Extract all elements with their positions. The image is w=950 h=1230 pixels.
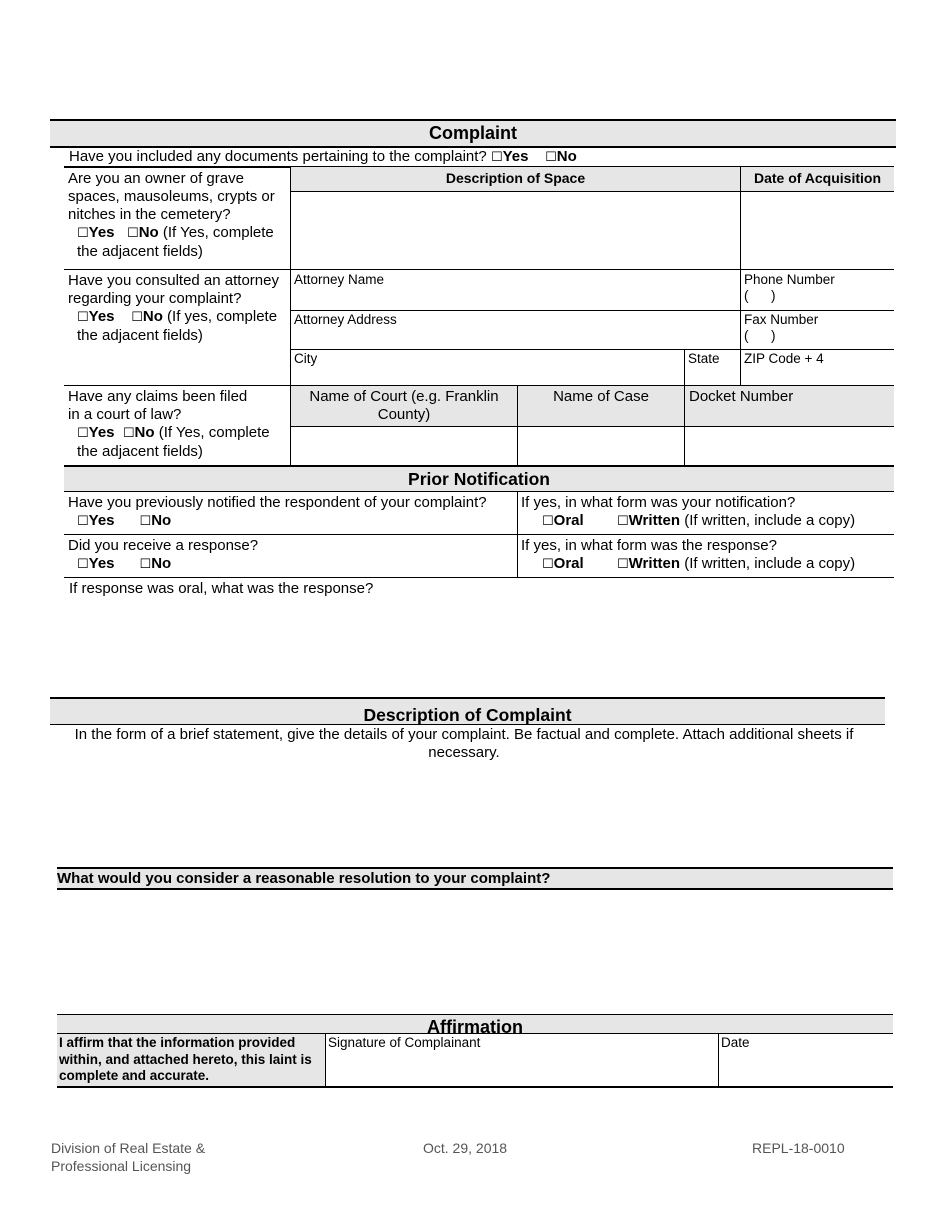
complaint-section-title: Complaint xyxy=(50,121,896,146)
documents-yes-option[interactable] xyxy=(491,148,529,167)
owner-no-option[interactable] xyxy=(127,224,159,243)
checkbox-icon[interactable]: ☐ xyxy=(131,310,143,325)
no-label: No xyxy=(151,512,172,529)
checkbox-icon[interactable]: ☐ xyxy=(77,514,89,529)
name-of-court-field[interactable] xyxy=(292,427,517,465)
attorney-name-label: Attorney Name xyxy=(294,272,385,287)
state-divider xyxy=(684,349,685,385)
owner-yes-option[interactable] xyxy=(77,224,115,243)
footer-date: Oct. 29, 2018 xyxy=(423,1140,508,1156)
phone-number-label xyxy=(744,272,835,304)
yes-label: Yes xyxy=(88,512,115,529)
resolution-question: What would you consider a reasonable resolution to your complaint? xyxy=(57,869,893,888)
yes-label: Yes xyxy=(502,148,529,165)
notification-form-question: If yes, in what form was your notification? xyxy=(521,494,796,511)
date-label: Date xyxy=(721,1035,750,1050)
fax-number-label xyxy=(744,312,818,344)
resolution-bottom-rule xyxy=(57,888,893,890)
response-no-option[interactable] xyxy=(140,555,172,574)
prior-row-rule xyxy=(64,534,894,535)
city-field[interactable] xyxy=(292,350,684,384)
zip-code-label: ZIP Code + 4 xyxy=(744,351,824,366)
checkbox-icon[interactable]: ☐ xyxy=(139,514,152,529)
name-of-court-header: Name of Court (e.g. Franklin County) xyxy=(291,386,517,426)
response-oral-option[interactable] xyxy=(542,555,584,574)
owner-question-block xyxy=(68,170,286,261)
fax-area-code: ( ) xyxy=(744,328,776,343)
date-field[interactable] xyxy=(719,1052,893,1086)
claims-yes-option[interactable] xyxy=(77,424,115,443)
checkbox-icon[interactable]: ☐ xyxy=(617,557,629,572)
notification-oral-option[interactable] xyxy=(542,512,584,531)
attorney-yes-option[interactable] xyxy=(77,308,115,327)
court-case-divider xyxy=(517,386,518,466)
affirmation-bottom-rule xyxy=(57,1086,893,1088)
notified-yes-option[interactable] xyxy=(77,512,115,531)
attorney-address-field[interactable] xyxy=(292,311,739,349)
written-note: (If written, include a copy) xyxy=(684,555,856,572)
oral-response-field[interactable] xyxy=(64,600,894,690)
signature-label: Signature of Complainant xyxy=(328,1035,481,1050)
attorney-question: Have you consulted an attorney regarding your complaint? xyxy=(68,272,279,307)
no-label: No xyxy=(142,308,163,325)
date-of-acquisition-field[interactable] xyxy=(742,192,893,268)
resolution-field[interactable] xyxy=(57,892,893,1007)
affirmation-title: Affirmation xyxy=(57,1015,893,1034)
description-field[interactable] xyxy=(64,765,894,863)
attorney-question-block xyxy=(68,272,286,345)
signature-field[interactable] xyxy=(326,1052,717,1086)
attorney-no-option[interactable] xyxy=(131,308,163,327)
yes-label: Yes xyxy=(88,308,115,325)
name-of-case-field[interactable] xyxy=(518,427,684,465)
yes-label: Yes xyxy=(88,424,115,441)
checkbox-icon[interactable]: ☐ xyxy=(617,514,629,529)
description-instructions: In the form of a brief statement, give the details of your complaint. Be factual and complete. Attach additional sheets if necessary. xyxy=(74,726,854,761)
footer-agency: Division of Real Estate & Professional Licensing xyxy=(51,1140,206,1174)
checkbox-icon[interactable]: ☐ xyxy=(139,557,152,572)
oral-response-question: If response was oral, what was the response? xyxy=(69,580,374,597)
response-written-option[interactable] xyxy=(617,555,680,574)
description-title-rule xyxy=(50,724,885,725)
documents-question-row xyxy=(69,148,577,167)
notified-no-option[interactable] xyxy=(140,512,172,531)
checkbox-icon[interactable]: ☐ xyxy=(77,310,89,325)
owner-note: (If Yes, complete the adjacent fields) xyxy=(77,224,274,260)
footer-form-id: REPL-18-0010 xyxy=(752,1140,845,1156)
checkbox-icon[interactable]: ☐ xyxy=(77,426,89,441)
checkbox-icon[interactable]: ☐ xyxy=(127,226,139,241)
no-label: No xyxy=(151,555,172,572)
response-question-block xyxy=(68,537,258,574)
prior-notification-title: Prior Notification xyxy=(64,467,894,491)
docket-number-field[interactable] xyxy=(686,427,894,465)
date-of-acquisition-header: Date of Acquisition xyxy=(741,167,894,191)
written-label: Written xyxy=(628,512,681,529)
affirmation-statement: I affirm that the information provided within, and attached hereto, this laint is complete and accurate. xyxy=(57,1034,325,1086)
notification-form-block xyxy=(521,494,855,531)
city-label: City xyxy=(294,351,318,366)
docket-number-header: Docket Number xyxy=(685,386,894,426)
owner-question: Are you an owner of grave spaces, mausoleums, crypts or nitches in the cemetery? xyxy=(68,170,275,223)
phone-number-text: Phone Number xyxy=(744,272,835,287)
notified-question-block xyxy=(68,494,487,531)
checkbox-icon[interactable]: ☐ xyxy=(122,426,135,441)
complaint-col-divider-right xyxy=(740,167,741,385)
attorney-note: (If yes, complete the adjacent fields) xyxy=(77,308,278,344)
yes-label: Yes xyxy=(88,555,115,572)
complaint-col-divider xyxy=(290,167,291,466)
response-form-question: If yes, in what form was the response? xyxy=(521,537,777,554)
checkbox-icon[interactable]: ☐ xyxy=(545,150,557,165)
attorney-name-field[interactable] xyxy=(292,270,739,309)
name-of-case-header: Name of Case xyxy=(518,386,684,426)
prior-bottom-rule xyxy=(64,577,894,578)
prior-title-rule xyxy=(64,491,894,492)
claims-question: Have any claims been filed in a court of law? xyxy=(68,388,248,423)
description-section-title: Description of Complaint xyxy=(50,699,885,724)
oral-label: Oral xyxy=(553,512,584,529)
written-label: Written xyxy=(628,555,681,572)
response-form-block xyxy=(521,537,855,574)
description-of-space-field[interactable] xyxy=(292,192,739,268)
description-of-space-header: Description of Space xyxy=(291,167,740,191)
claims-no-option[interactable] xyxy=(123,424,155,443)
prior-col-divider xyxy=(517,491,518,578)
no-label: No xyxy=(134,424,155,441)
checkbox-icon[interactable]: ☐ xyxy=(542,557,554,572)
written-note: (If written, include a copy) xyxy=(684,512,856,529)
attorney-address-label: Attorney Address xyxy=(294,312,397,327)
phone-area-code: ( ) xyxy=(744,288,776,303)
response-question: Did you receive a response? xyxy=(68,537,259,554)
checkbox-icon[interactable]: ☐ xyxy=(490,150,503,165)
oral-label: Oral xyxy=(553,555,584,572)
response-yes-option[interactable] xyxy=(77,555,115,574)
no-label: No xyxy=(138,224,159,241)
fax-number-text: Fax Number xyxy=(744,312,819,327)
yes-label: Yes xyxy=(88,224,115,241)
checkbox-icon[interactable]: ☐ xyxy=(542,514,554,529)
checkbox-icon[interactable]: ☐ xyxy=(77,557,89,572)
checkbox-icon[interactable]: ☐ xyxy=(77,226,89,241)
state-label: State xyxy=(688,351,720,366)
no-label: No xyxy=(556,148,577,165)
case-docket-divider xyxy=(684,386,685,466)
notification-written-option[interactable] xyxy=(617,512,680,531)
documents-question: Have you included any documents pertaining to the complaint? xyxy=(69,148,487,165)
claims-question-block xyxy=(68,388,286,461)
claims-note: (If Yes, complete the adjacent fields) xyxy=(77,424,270,460)
documents-no-option[interactable] xyxy=(545,148,577,167)
notified-question: Have you previously notified the respondent of your complaint? xyxy=(68,494,487,511)
